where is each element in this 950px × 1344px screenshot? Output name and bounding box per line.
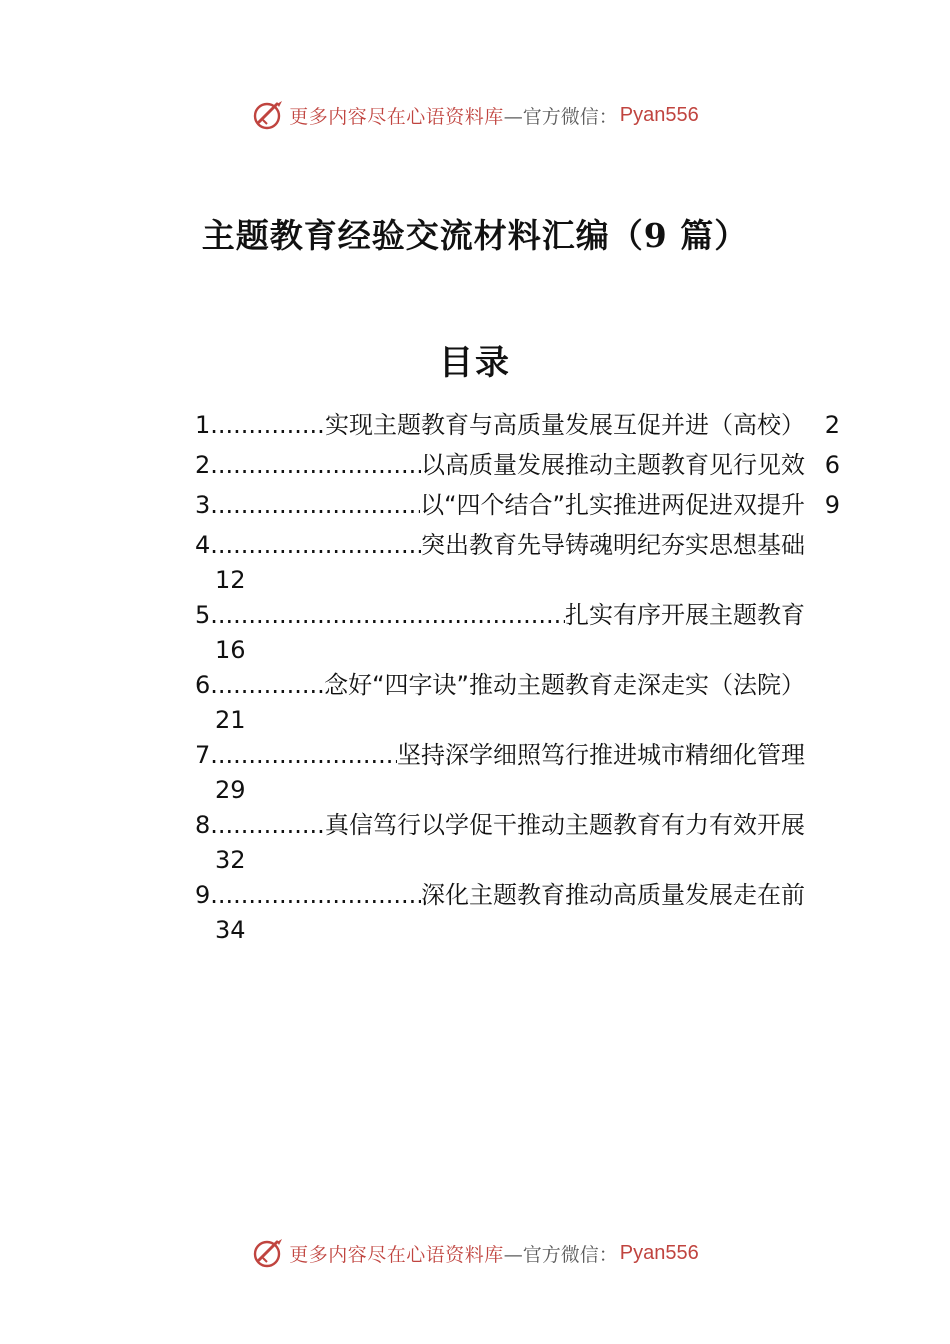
toc-entry-number: 4 (195, 531, 211, 559)
toc-dot-leader (210, 665, 324, 705)
header-banner (0, 95, 950, 135)
toc-entry-page: 12 (215, 566, 246, 594)
toc-entry-line (195, 875, 840, 915)
toc-dot-leader (210, 525, 421, 565)
toc-entry-page-line (195, 775, 840, 805)
toc-dot-leader (210, 735, 397, 775)
toc-entry-line (195, 485, 840, 525)
toc-entry-page-line (195, 705, 840, 735)
toc-entry-page: 32 (215, 846, 246, 874)
toc-entry[interactable] (195, 595, 840, 665)
toc-entry-number: 2 (195, 451, 211, 479)
toc-entry-line (195, 445, 840, 485)
toc-dot-leader (210, 405, 325, 445)
toc-entry-title: 实现主题教育与高质量发展互促并进（高校） (325, 411, 805, 439)
toc-entry-title: 念好“四字诀”推动主题教育走深走实（法院） (324, 671, 805, 699)
toc-entry-number: 5 (195, 601, 211, 629)
toc-entry-page: 16 (215, 636, 246, 664)
footer-banner (0, 1233, 950, 1273)
toc-entry-number: 6 (195, 671, 211, 699)
toc-entry-title: 扎实有序开展主题教育 (565, 601, 805, 629)
toc-entry-page-line (195, 635, 840, 665)
toc-entry-title: 突出教育先导铸魂明纪夯实思想基础 (421, 531, 805, 559)
toc-entry-leader (195, 735, 805, 775)
toc-entry-page: 34 (215, 916, 246, 944)
toc-entry[interactable] (195, 485, 840, 525)
banner-wechat-label: —官方微信： (503, 105, 618, 128)
toc-entry-line (195, 665, 840, 705)
toc-entry-title: 坚持深学细照笃行推进城市精细化管理 (397, 741, 805, 769)
banner-library-text: 更多内容尽在心语资料库 (289, 105, 504, 128)
toc-entry-leader (195, 525, 805, 565)
toc-entry-page: 2 (824, 411, 840, 439)
toc-entry-title: 以“四个结合”扎实推进两促进双提升 (420, 491, 805, 519)
toc-entry-line (195, 405, 840, 445)
toc-entry-number: 8 (195, 811, 211, 839)
toc-entry-leader (195, 485, 805, 525)
toc-entry-title: 以高质量发展推动主题教育见行见效 (421, 451, 805, 479)
toc-entry-line (195, 525, 840, 565)
toc-entry[interactable] (195, 405, 840, 445)
banner-wechat-label: —官方微信： (503, 1243, 618, 1266)
toc-entry-page: 9 (824, 491, 840, 519)
toc-entry[interactable] (195, 735, 840, 805)
toc-entry-leader (195, 445, 805, 485)
toc-entry-page: 21 (215, 706, 246, 734)
toc-entry-leader (195, 595, 805, 635)
toc-entry[interactable] (195, 525, 840, 595)
banner-wechat-id: Pyan556 (619, 1241, 699, 1264)
toc-entry-title: 真信笃行以学促干推动主题教育有力有效开展 (325, 811, 805, 839)
banner-wechat-id: Pyan556 (619, 103, 699, 126)
document-title: 主题教育经验交流材料汇编（9 篇） (201, 216, 749, 255)
toc-entry[interactable] (195, 665, 840, 735)
toc-entry-number: 9 (195, 881, 211, 909)
toc-entry-line (195, 735, 840, 775)
toc-entry-page-line (195, 565, 840, 595)
pen-logo-icon (251, 1236, 285, 1270)
toc-entry-number: 3 (195, 491, 211, 519)
toc-heading: 目录 (439, 343, 511, 383)
toc-entry[interactable] (195, 445, 840, 485)
toc-entry-line (195, 595, 840, 635)
toc-dot-leader (210, 445, 421, 485)
toc-dot-leader (210, 485, 420, 525)
toc-entry-number: 1 (195, 411, 211, 439)
toc-entry[interactable] (195, 805, 840, 875)
toc-entry-number: 7 (195, 741, 211, 769)
toc-entry-page: 29 (215, 776, 246, 804)
toc-entry[interactable] (195, 875, 840, 945)
toc-entry-leader (195, 665, 805, 705)
toc-entry-line (195, 805, 840, 845)
toc-entry-title: 深化主题教育推动高质量发展走在前 (421, 881, 805, 909)
toc-dot-leader (210, 805, 325, 845)
toc-entry-leader (195, 875, 805, 915)
banner-library-text: 更多内容尽在心语资料库 (289, 1243, 504, 1266)
toc-entry-leader (195, 805, 805, 845)
toc-dot-leader (210, 595, 565, 635)
toc-entry-page: 6 (824, 451, 840, 479)
toc-entry-page-line (195, 845, 840, 875)
toc-dot-leader (210, 875, 421, 915)
toc-entry-leader (195, 405, 805, 445)
pen-logo-icon (251, 98, 285, 132)
table-of-contents (195, 405, 840, 945)
toc-entry-page-line (195, 915, 840, 945)
